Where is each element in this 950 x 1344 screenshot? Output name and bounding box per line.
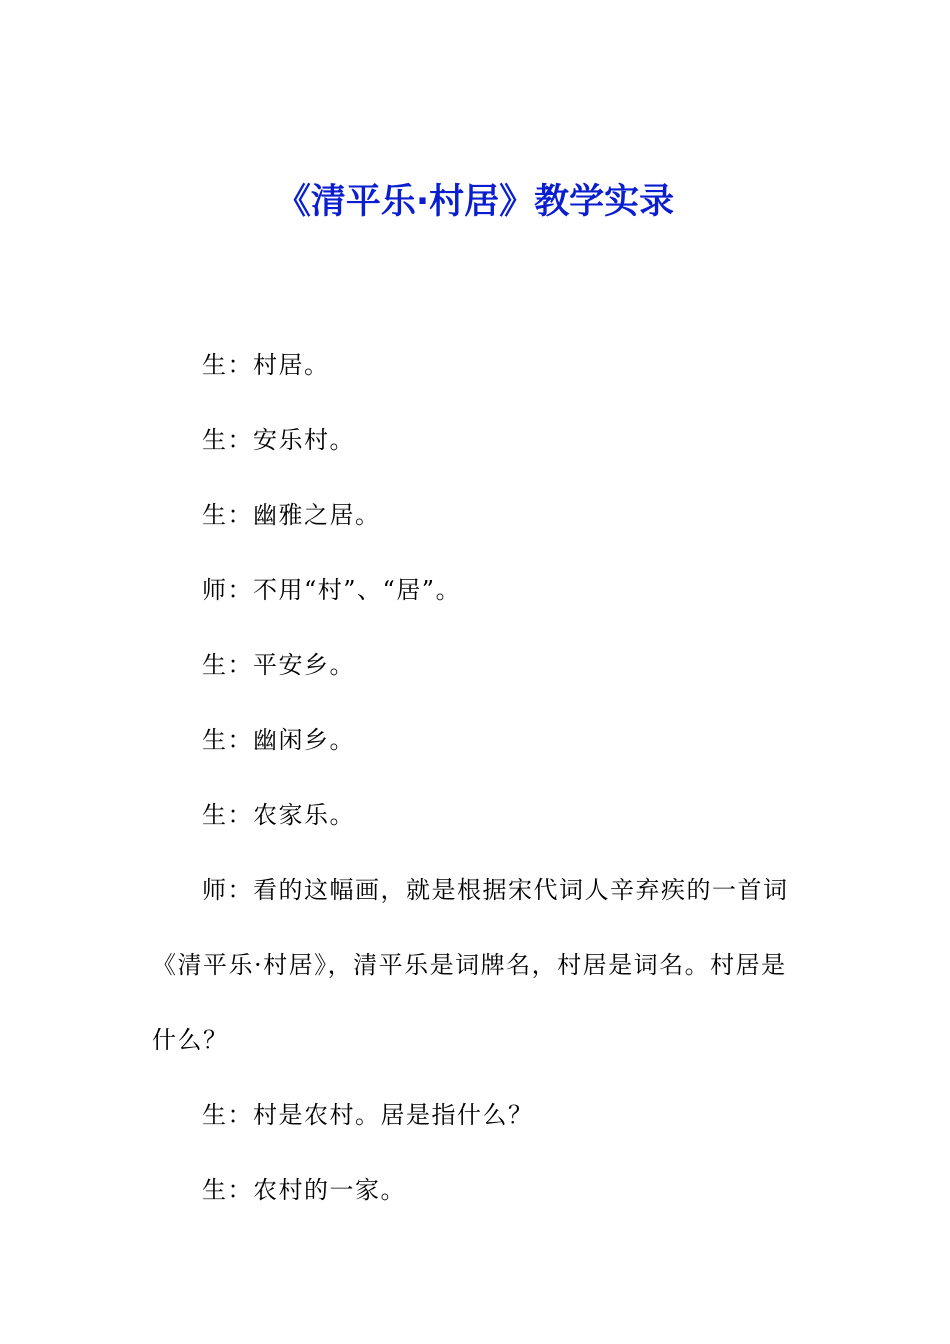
dialogue-line: 生：幽闲乡。 xyxy=(202,726,355,754)
dialogue-line: 师：不用“村”、“居”。 xyxy=(202,576,462,604)
dialogue-line: 生：农村的一家。 xyxy=(202,1176,406,1204)
dialogue-line: 生：农家乐。 xyxy=(202,801,355,829)
document-body xyxy=(152,328,792,1228)
dialogue-line: 生：村居。 xyxy=(202,351,330,379)
document-title: 《清平乐·村居》教学实录 xyxy=(275,182,675,222)
dialogue-line: 生：平安乡。 xyxy=(202,651,355,679)
dialogue-line: 生：村是农村。居是指什么？ xyxy=(202,1101,534,1129)
dialogue-line: 师：看的这幅画，就是根据宋代词人辛弃疾的一首词《清平乐·村居》，清平乐是词牌名，村居是词名。村居是什么？ xyxy=(152,876,789,1054)
dialogue-line: 生：安乐村。 xyxy=(202,426,355,454)
dialogue-line: 生：幽雅之居。 xyxy=(202,501,381,529)
